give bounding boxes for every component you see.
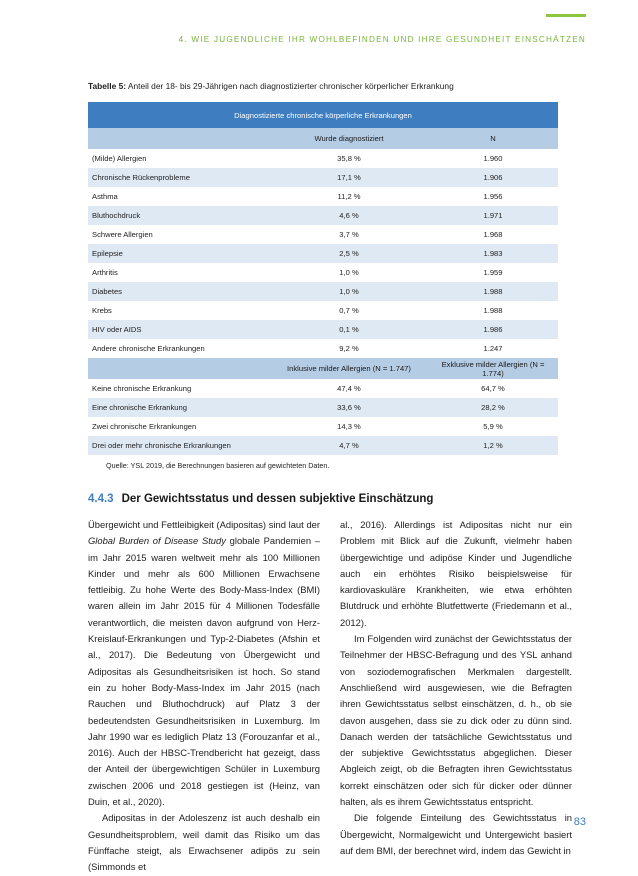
paragraph: Adipositas in der Adoleszenz ist auch deshalb ein Gesundheitsproblem, weil damit das Risiko um das Fünffache steigt, als Erwachsener adipös zu sein (Simmonds et [88,812,320,873]
disease-table [88,102,558,455]
table-row [88,379,558,398]
row-value: 33,6 % [270,398,428,417]
row-value: 1.986 [428,320,558,339]
row-value: 1,2 % [428,436,558,455]
table-sub-header-row [88,358,558,379]
row-value: 1.959 [428,263,558,282]
table-caption-label: Tabelle 5: [88,81,127,91]
table-main-header-row [88,102,558,128]
row-value: 1.906 [428,168,558,187]
row-value: 1.960 [428,149,558,168]
row-label: Diabetes [88,282,270,301]
table-row [88,301,558,320]
row-label: Andere chronische Erkrankungen [88,339,270,358]
row-label: Asthma [88,187,270,206]
table-row [88,206,558,225]
row-value: 2,5 % [270,244,428,263]
row-value: 35,8 % [270,149,428,168]
italic-study-name: Global Burden of Disease Study [88,535,226,547]
row-label: Arthritis [88,263,270,282]
text-run: Übergewicht und Fettleibigkeit (Adipositas) sind laut der [88,519,320,530]
table-row [88,320,558,339]
paragraph: Im Folgenden wird zunächst der Gewichtsstatus der Teilnehmer der HBSC-Befragung und des YSL anhand von soziodemografischen Merkmalen dargestellt. Anschließend wird ausgewiesen, wie die Befragten ihren Gewichtsstatus selbst einschätzen, d. h., ob sie davon ausgehen, dass sie zu dick oder zu dünn sind. Danach werden der tatsächliche Gewichtsstatus und der subjektive Gewichtsstatus abgeglichen. Dieser Abgleich zeigt, ob die Befragten ihren Gewichtsstatus korrekt einschätzen oder sich für dicker oder dünner halten, als es ihrem Gewichtsstatus entspricht. [340,633,572,808]
table-source: Quelle: YSL 2019, die Berechnungen basieren auf gewichteten Daten. [106,461,330,470]
row-value: 0,1 % [270,320,428,339]
paragraph [88,517,320,810]
row-value: 1,0 % [270,263,428,282]
row-value: 1.971 [428,206,558,225]
text-column-left [88,517,320,876]
row-label: Zwei chronische Erkrankungen [88,417,270,436]
sub-header-cell [88,358,270,379]
row-value: 4,7 % [270,436,428,455]
paragraph: al., 2016). Allerdings ist Adipositas nicht nur ein Problem mit Blick auf die Zukunft, vielmehr haben übergewichtige und adipöse Kinder und Jugendliche auch ein erhöhtes Risiko beispielsweise für kardiovaskuläre Krankheiten, wie etwa erhöhten Blutdruck und erhöhte Blutfettwerte (Friedemann et al., 2012). [340,519,572,628]
row-value: 1.988 [428,301,558,320]
table-row [88,187,558,206]
table-caption [88,81,558,91]
section-title: Der Gewichtsstatus und dessen subjektive Einschätzung [121,493,434,505]
row-label: Eine chronische Erkrankung [88,398,270,417]
row-label: Chronische Rückenprobleme [88,168,270,187]
table-row [88,263,558,282]
row-label: HIV oder AIDS [88,320,270,339]
row-value: 17,1 % [270,168,428,187]
text-column-right [340,517,572,859]
table-row [88,436,558,455]
row-value: 0,7 % [270,301,428,320]
section-heading [88,493,558,505]
table-row [88,244,558,263]
row-value: 28,2 % [428,398,558,417]
sub-header-cell: Wurde diagnostiziert [270,128,428,149]
disease-table-body [88,102,558,455]
table-row [88,417,558,436]
row-value: 9,2 % [270,339,428,358]
row-value: 1.247 [428,339,558,358]
section-number: 4.4.3 [88,493,114,505]
row-value: 1.968 [428,225,558,244]
table-row [88,149,558,168]
sub-header-cell: N [428,128,558,149]
row-value: 1,0 % [270,282,428,301]
top-accent-bar [546,14,586,17]
row-value: 1.983 [428,244,558,263]
table-caption-text: Anteil der 18- bis 29-Jährigen nach diagnostizierter chronischer körperlicher Erkrankung [126,81,454,91]
table-row [88,225,558,244]
row-value: 5,9 % [428,417,558,436]
row-value: 64,7 % [428,379,558,398]
running-head: 4. WIE JUGENDLICHE IHR WOHLBEFINDEN UND IHRE GESUNDHEIT EINSCHÄTZEN [178,35,586,44]
paragraph: Die folgende Einteilung des Gewichtsstatus in Übergewicht, Normalgewicht und Untergewicht basiert auf dem BMI, der berechnet wird, indem das Gewicht in [340,812,572,856]
row-label: (Milde) Allergien [88,149,270,168]
row-value: 1.988 [428,282,558,301]
table-row [88,398,558,417]
text-run: globale Pandemien – im Jahr 2015 waren weltweit mehr als 100 Millionen Kinder und mehr als 600 Millionen Erwachsene fettleibig. Zu hohe Werte des Body-Mass-Index (BMI) waren allein im Jahr 2015 für 4 Millionen Todesfälle verantwortlich, die meisten davon aufgrund von Herz-Kreislauf-Erkrankungen und Typ-2-Diabetes (Afshin et al., 2017). Die Bedeutung von Übergewicht und Adipositas als Gesundheitsrisiken ist hoch. So stand ein zu hoher Body-Mass-Index im Jahr 2015 (nach Rauchen und Bluthochdruck) auf Platz 3 der bedeutendsten Gesundheitsrisiken in Luxemburg. Im Jahr 1990 war es lediglich Platz 13 (Forouzanfar et al., 2016). Auch der HBSC-Trendbericht hat gezeigt, dass der Anteil der übergewichtigen Schüler in Luxemburg zwischen 2006 und 2018 gestiegen ist (Heinz, van Duin, et al., 2020). [88,535,320,808]
row-label: Krebs [88,301,270,320]
table-row [88,282,558,301]
page-number: 83 [573,816,586,828]
row-label: Schwere Allergien [88,225,270,244]
row-label: Epilepsie [88,244,270,263]
row-value: 4,6 % [270,206,428,225]
row-value: 3,7 % [270,225,428,244]
row-value: 14,3 % [270,417,428,436]
row-label: Drei oder mehr chronische Erkrankungen [88,436,270,455]
sub-header-cell [88,128,270,149]
sub-header-cell: Exklusive milder Allergien (N = 1.774) [428,358,558,379]
table-row [88,168,558,187]
row-value: 11,2 % [270,187,428,206]
row-label: Keine chronische Erkrankung [88,379,270,398]
row-value: 47,4 % [270,379,428,398]
row-label: Bluthochdruck [88,206,270,225]
sub-header-cell: Inklusive milder Allergien (N = 1.747) [270,358,428,379]
table-main-header: Diagnostizierte chronische körperliche Erkrankungen [88,102,558,128]
table-sub-header-row [88,128,558,149]
table-row [88,339,558,358]
row-value: 1.956 [428,187,558,206]
